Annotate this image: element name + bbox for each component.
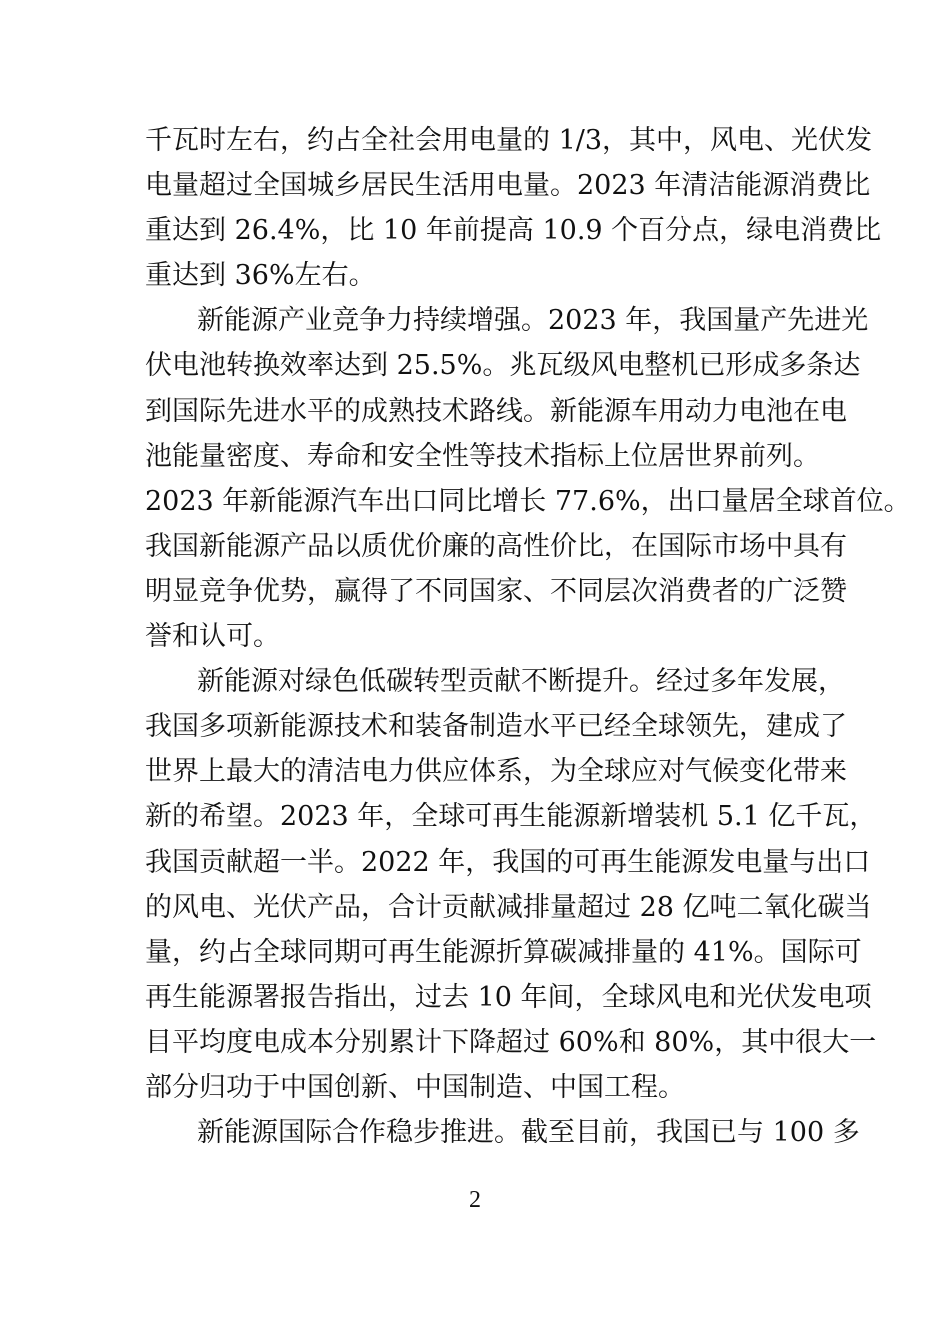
text-line: 誉和认可。 (145, 621, 280, 653)
text-line: 新能源对绿色低碳转型贡献不断提升。经过多年发展， (197, 666, 845, 698)
page-number: 2 (469, 1187, 481, 1213)
text-line: 千瓦时左右，约占全社会用电量的 1/3，其中，风电、光伏发 (145, 125, 873, 156)
text-line: 我国贡献超一半。2022 年，我国的可再生能源发电量与出口 (145, 846, 871, 878)
text-line: 新能源产业竞争力持续增强。2023 年，我国量产先进光 (197, 305, 869, 337)
text-line: 重达到 36%左右。 (145, 260, 376, 292)
text-line: 伏电池转换效率达到 25.5%。兆瓦级风电整机已形成多条达 (145, 350, 861, 382)
text-line: 再生能源署报告指出，过去 10 年间，全球风电和光伏发电项 (145, 981, 872, 1013)
text-line: 到国际先进水平的成熟技术路线。新能源车用动力电池在电 (145, 395, 847, 427)
text-line: 新能源国际合作稳步推进。截至目前，我国已与 100 多 (197, 1117, 860, 1149)
text-line: 池能量密度、寿命和安全性等技术指标上位居世界前列。 (145, 440, 820, 472)
text-line: 世界上最大的清洁电力供应体系，为全球应对气候变化带来 (145, 756, 847, 788)
text-line: 明显竞争优势，赢得了不同国家、不同层次消费者的广泛赞 (145, 575, 847, 607)
text-line: 目平均度电成本分别累计下降超过 60%和 80%，其中很大一 (145, 1026, 877, 1058)
text-line: 我国新能源产品以质优价廉的高性价比，在国际市场中具有 (145, 530, 847, 562)
text-line: 电量超过全国城乡居民生活用电量。2023 年清洁能源消费比 (145, 170, 871, 202)
text-line: 2023 年新能源汽车出口同比增长 77.6%，出口量居全球首位。 (145, 485, 911, 517)
text-line: 新的希望。2023 年，全球可再生能源新增装机 5.1 亿千瓦， (145, 801, 877, 833)
text-line: 我国多项新能源技术和装备制造水平已经全球领先，建成了 (145, 711, 847, 743)
text-line: 重达到 26.4%，比 10 年前提高 10.9 个百分点，绿电消费比 (145, 215, 882, 247)
text-line: 的风电、光伏产品，合计贡献减排量超过 28 亿吨二氧化碳当 (145, 891, 872, 923)
text-line: 部分归功于中国创新、中国制造、中国工程。 (145, 1071, 685, 1103)
body-text (145, 118, 911, 1155)
text-line: 量，约占全球同期可再生能源折算碳减排量的 41%。国际可 (145, 936, 862, 968)
